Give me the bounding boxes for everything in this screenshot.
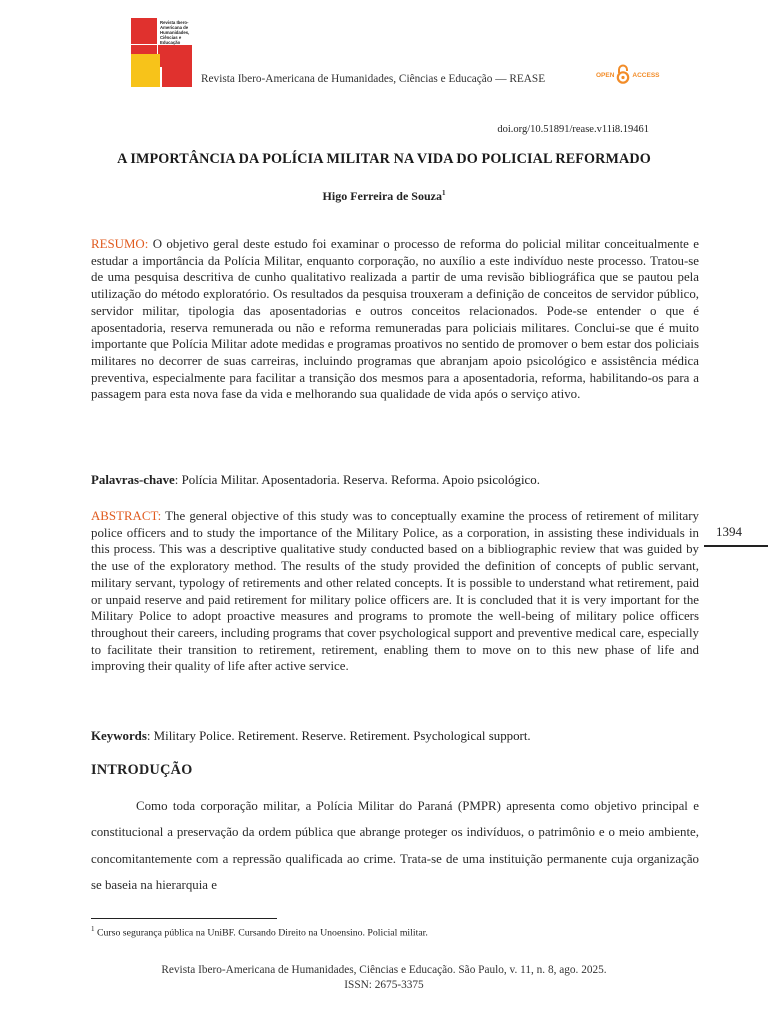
page-number: 1394 [716, 524, 742, 539]
open-access-left-text: OPEN [596, 71, 615, 79]
abstract-text: The general objective of this study was to conceptually examine the process of retirement of military police officers and to study the importance of the Military Police, as a corporation, in assisting these individuals in this process. This was a descriptive qualitative study conducted based on a bibliographic review that was guided by the use of the exploratory method. The results of the study provided the definition of concepts of public servant, military servant, typology of retirements and other related concepts. It is possible to understand what retirement, paid or unpaid reserve and paid retirement for military police officers are. It is concluded that it is very important for the Military Police to adopt proactive measures and programs to promote the well-being of military police officers throughout their careers, including programs that cover psychological support and preventive medical care, especially to facilitate their transition to retirement, retirement, enabling them to move on to this new phase of life and improving their quality of life after active service. [91, 509, 699, 674]
footer-issn: ISSN: 2675-3375 [344, 979, 424, 991]
article-title: A IMPORTÂNCIA DA POLÍCIA MILITAR NA VIDA DO POLICIAL REFORMADO [117, 151, 651, 167]
keywords-text: : Military Police. Retirement. Reserve. Retirement. Psychological support. [146, 729, 531, 743]
abstract-paragraph [91, 508, 699, 675]
logo-block-red-bottom [162, 56, 192, 87]
logo-text-line: Americana de [160, 25, 189, 30]
doi-link[interactable]: doi.org/10.51891/rease.v11i8.19461 [497, 124, 649, 135]
logo-text-line: Revista Ibero- [160, 20, 189, 25]
introducao-paragraph: Como toda corporação militar, a Polícia Militar do Paraná (PMPR) apresenta como objetivo principal e constitucional a preservação da ordem pública que abrange proteger os indivíduos, o patrimônio e o meio ambiente, concomitantemente com a repressão qualificada ao crime. Trata-se de uma instituição permanente cuja organização se baseia na hierarquia e [91, 799, 699, 892]
abstract-label: ABSTRACT: [91, 509, 162, 523]
open-access-lock-icon [616, 64, 630, 86]
keywords-line [91, 729, 531, 744]
logo-block-red-top [131, 18, 157, 44]
palavras-chave-line [91, 473, 540, 488]
footer-citation: Revista Ibero-Americana de Humanidades, Ciências e Educação. São Paulo, v. 11, n. 8, ago. 2025. [161, 964, 607, 976]
logo-text-line: Humanidades, [160, 30, 190, 35]
logo-text-line: Ciências e [160, 35, 182, 40]
open-access-right-text: ACCESS [632, 71, 660, 79]
logo-text [160, 20, 200, 45]
footnote-rule [91, 918, 277, 919]
footnote-text: Curso segurança pública na UniBF. Cursando Direito na Unoensino. Policial militar. [94, 927, 428, 939]
journal-header: Revista Ibero-Americana de Humanidades, Ciências e Educação — REASE [201, 73, 546, 85]
resumo-paragraph [91, 236, 699, 403]
keywords-label: Keywords [91, 729, 147, 743]
logo-text-line: Educação [160, 40, 181, 45]
open-access-badge [596, 64, 660, 86]
palavras-chave-label: Palavras-chave [91, 473, 175, 487]
resumo-text: O objetivo geral deste estudo foi examinar o processo de reforma do policial militar conceitualmente e estudar a importância da Polícia Militar, enquanto corporação, no auxílio a este indivíduo neste processo. Tratou-se de uma pesquisa descritiva de cunho qualitativo realizada a partir de uma revisão bibliográfica que se pautou pela utilização do método exploratório. Os resultados da pesquisa trouxeram a definição de conceitos de servidor público, servidor militar, tipologia das aposentadorias e outros conceitos relacionados. Pode-se entender o que é aposentadoria, reserva remunerada ou não e reforma remuneradas para policiais militares. Conclui-se que é muito importante que Polícia Militar adote medidas e programas proativos no sentido de promover o bem estar dos policiais militares no decorrer de suas carreiras, incluindo programas que abranjam apoio psicológico e assistência médica preventiva, especialmente para facilitar a transição dos mesmos para a aposentadoria, reforma, habilitando-os para a passagem para esta nova fase da vida e melhorando sua qualidade de vida após o serviço ativo. [91, 237, 699, 402]
author-line [0, 189, 768, 204]
author-footnote-mark[interactable]: 1 [441, 189, 446, 197]
logo-block-yellow [131, 54, 160, 87]
author-name: Higo Ferreira de Souza [322, 189, 442, 203]
footnote [91, 925, 428, 938]
introducao-heading: INTRODUÇÃO [91, 762, 193, 778]
footnote-mark: 1 [91, 925, 95, 933]
page-number-rule [704, 545, 768, 547]
resumo-label: RESUMO: [91, 237, 149, 251]
palavras-chave-text: : Polícia Militar. Aposentadoria. Reserva. Reforma. Apoio psicológico. [174, 473, 540, 487]
